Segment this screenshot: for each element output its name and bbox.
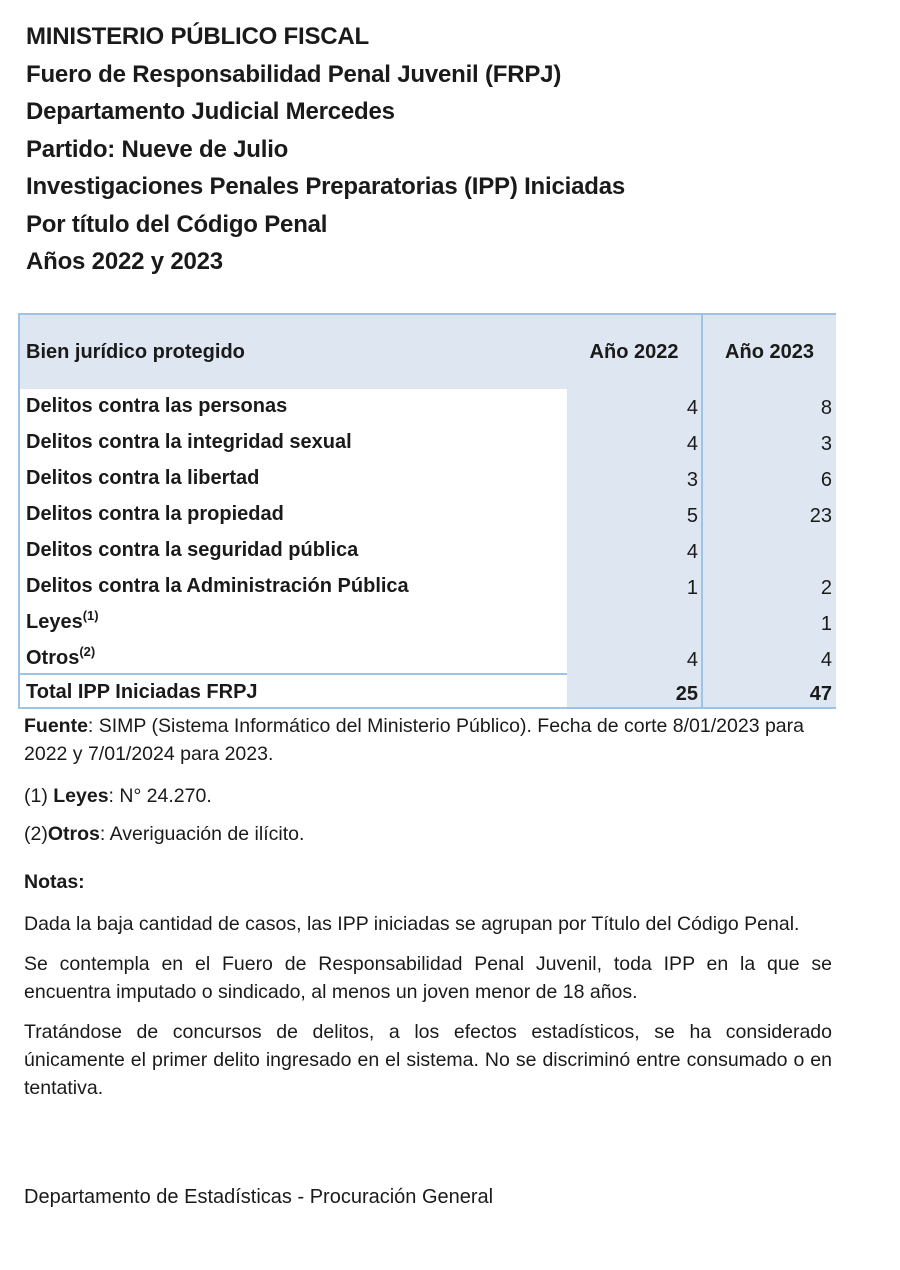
header-line-ipp: Investigaciones Penales Preparatorias (IPP) Iniciadas <box>26 173 625 200</box>
header-line-fuero: Fuero de Responsabilidad Penal Juvenil (FRPJ) <box>26 60 562 88</box>
column-header-bien-juridico: Bien jurídico protegido <box>26 340 245 363</box>
row-label: Delitos contra la Administración Pública <box>26 575 409 597</box>
value-2023: 1 <box>820 613 832 635</box>
note-paragraph-3: Tratándose de concursos de delitos, a los efectos estadísticos, se ha considerado únicamente el primer delito ingresado en el sistema. No se discriminó entre consumado o en tentativa. <box>24 1021 832 1099</box>
value-2023: 23 <box>809 505 832 527</box>
footer-text: Departamento de Estadísticas - Procuración General <box>24 1186 494 1208</box>
value-2022: 3 <box>686 469 698 491</box>
row-label: Delitos contra la integridad sexual <box>26 431 352 453</box>
total-2022: 25 <box>675 683 698 705</box>
row-label: Delitos contra la libertad <box>26 467 260 489</box>
value-2022: 5 <box>686 505 698 527</box>
document-header <box>26 18 625 281</box>
value-2023: 6 <box>820 469 832 491</box>
row-label: Delitos contra la seguridad pública <box>26 539 359 561</box>
note-paragraph-2: Se contempla en el Fuero de Responsabilidad Penal Juvenil, toda IPP en la que se encuentra imputado o sindicado, al menos un joven menor de 18 años. <box>24 953 832 1003</box>
header-line-ministry: MINISTERIO PÚBLICO FISCAL <box>26 23 370 50</box>
footnote-2: (2)Otros: Averiguación de ilícito. <box>24 823 305 845</box>
footnote-ref-2: (2) <box>79 644 96 659</box>
footnote-ref-1: (1) <box>82 608 99 623</box>
table-row <box>20 641 836 677</box>
total-2023: 47 <box>809 683 832 705</box>
ipp-table <box>18 313 836 709</box>
total-row <box>20 675 836 711</box>
header-line-partido: Partido: Nueve de Julio <box>26 135 289 163</box>
row-label: Delitos contra la propiedad <box>26 503 284 525</box>
total-label: Total IPP Iniciadas FRPJ <box>26 681 258 703</box>
value-2022: 4 <box>686 397 698 419</box>
table-row <box>20 569 836 605</box>
table-row <box>20 461 836 497</box>
row-label: Otros$^{(2)}$ <box>26 644 96 669</box>
table-row <box>20 425 836 461</box>
footnote-1: (1) Leyes: N° 24.270. <box>24 785 212 807</box>
row-label: Delitos contra las personas <box>26 395 288 417</box>
notes-section <box>24 712 832 1102</box>
value-2023: 8 <box>820 397 832 419</box>
note-paragraph-1: Dada la baja cantidad de casos, las IPP iniciadas se agrupan por Título del Código Penal. <box>24 913 800 935</box>
notes-title: Notas: <box>24 871 85 893</box>
column-header-2022: Año 2022 <box>589 340 679 363</box>
header-line-years: Años 2022 y 2023 <box>26 248 223 275</box>
table-row <box>20 605 836 641</box>
value-2023: 3 <box>820 433 832 455</box>
header-line-department: Departamento Judicial Mercedes <box>26 98 395 125</box>
value-2022: 4 <box>686 649 698 671</box>
source-note: Fuente: SIMP (Sistema Informático del Ministerio Público). Fecha de corte 8/01/2023 para 2022 y 7/01/2024 para 2023. <box>24 715 804 765</box>
table-row <box>20 389 836 425</box>
row-label: Leyes$^{(1)}$ <box>26 608 99 633</box>
value-2022: 4 <box>686 541 698 563</box>
table-row <box>20 533 836 569</box>
value-2022: 1 <box>686 577 698 599</box>
value-2023: 2 <box>820 577 832 599</box>
table-row <box>20 497 836 533</box>
value-2022: 4 <box>686 433 698 455</box>
header-line-titulo: Por título del Código Penal <box>26 210 328 238</box>
column-header-2023: Año 2023 <box>725 340 814 363</box>
value-2023: 4 <box>820 649 832 671</box>
